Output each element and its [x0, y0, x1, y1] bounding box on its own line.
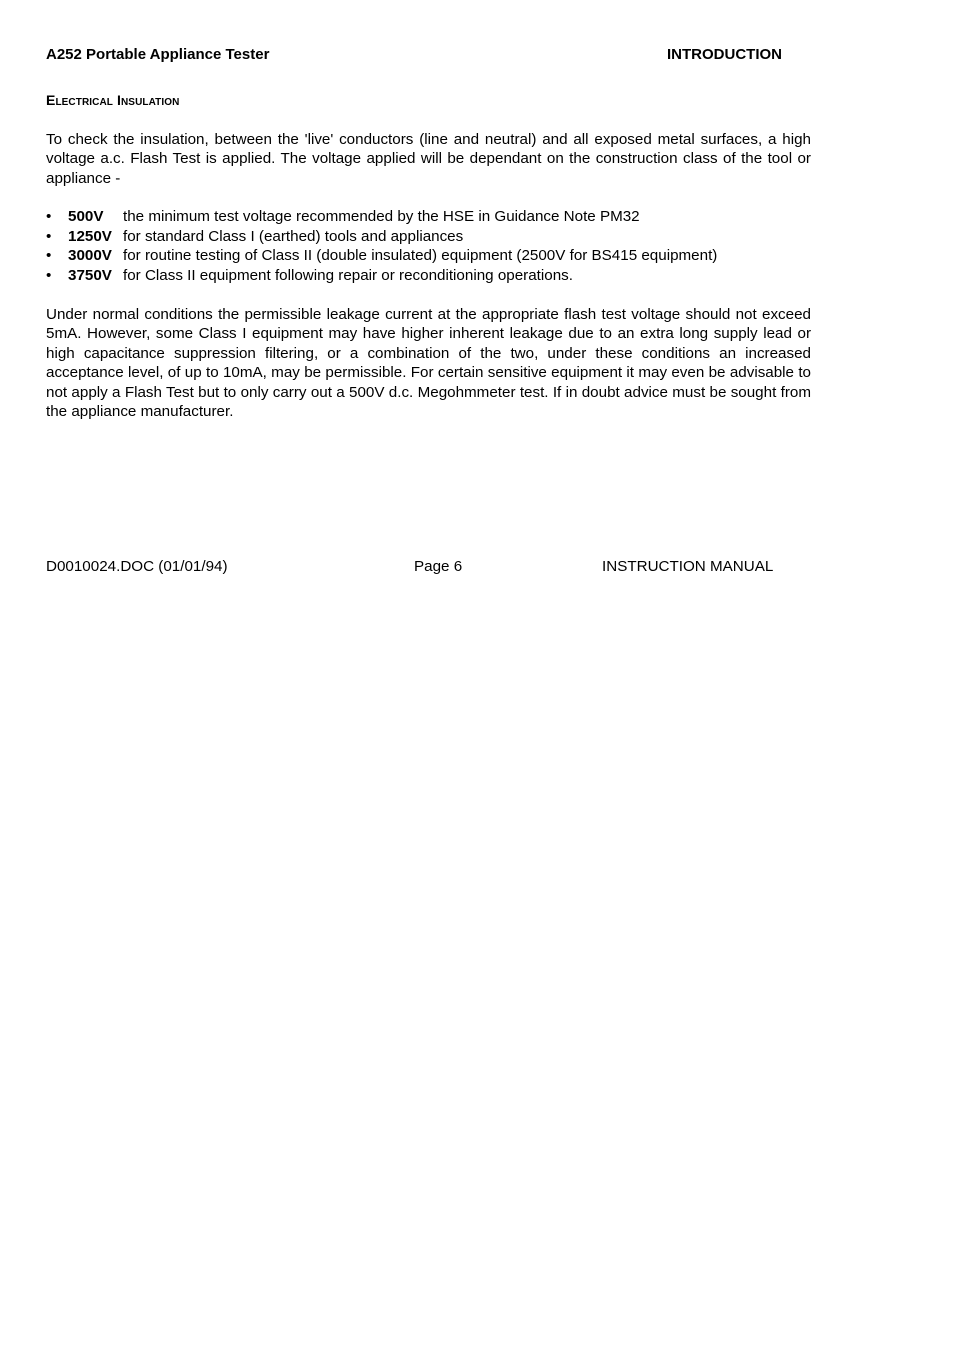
document-header-title: A252 Portable Appliance Tester	[46, 46, 270, 63]
voltage-description: for standard Class I (earthed) tools and appliances	[123, 227, 464, 245]
footer-doc-ref: D0010024.DOC (01/01/94)	[46, 558, 228, 575]
voltage-description: the minimum test voltage recommended by the HSE in Guidance Note PM32	[123, 208, 640, 225]
bullet-icon: •	[46, 227, 52, 245]
list-item	[46, 207, 811, 227]
section-heading: Electrical Insulation	[46, 92, 180, 108]
intro-paragraph: To check the insulation, between the 'live' conductors (line and neutral) and all exposed metal surfaces, a high voltage a.c. Flash Test is applied. The voltage applied will be dependant on the construction class of the tool or appliance -	[46, 131, 811, 187]
list-item	[46, 246, 811, 266]
document-header-section: INTRODUCTION	[667, 46, 782, 63]
voltage-list	[46, 207, 811, 285]
footer-page-number: Page 6	[414, 558, 463, 575]
body-paragraph: Under normal conditions the permissible leakage current at the appropriate flash test voltage should not exceed 5mA. However, some Class I equipment may have higher inherent leakage due to an extra long supply lead or high capacitance suppression filtering, or a combination of the two, under these conditions an increased acceptance level, of up to 10mA, may be permissible. For certain sensitive equipment it may even be advisable to not apply a Flash Test but to only carry out a 500V d.c. Megohmmeter test. If in doubt advice must be sought from the appliance manufacturer.	[46, 306, 811, 421]
bullet-icon: •	[46, 266, 52, 284]
voltage-description: for routine testing of Class II (double insulated) equipment (2500V for BS415 equipment)	[123, 247, 718, 265]
voltage-label: 1250V	[68, 227, 112, 245]
voltage-label: 3750V	[68, 266, 112, 284]
bullet-icon: •	[46, 208, 52, 225]
footer-manual-title: INSTRUCTION MANUAL	[602, 558, 774, 575]
list-item	[46, 266, 811, 286]
voltage-label: 500V	[68, 208, 104, 225]
voltage-description: for Class II equipment following repair or reconditioning operations.	[123, 266, 573, 284]
list-item	[46, 227, 811, 247]
bullet-icon: •	[46, 247, 52, 265]
voltage-label: 3000V	[68, 247, 112, 265]
